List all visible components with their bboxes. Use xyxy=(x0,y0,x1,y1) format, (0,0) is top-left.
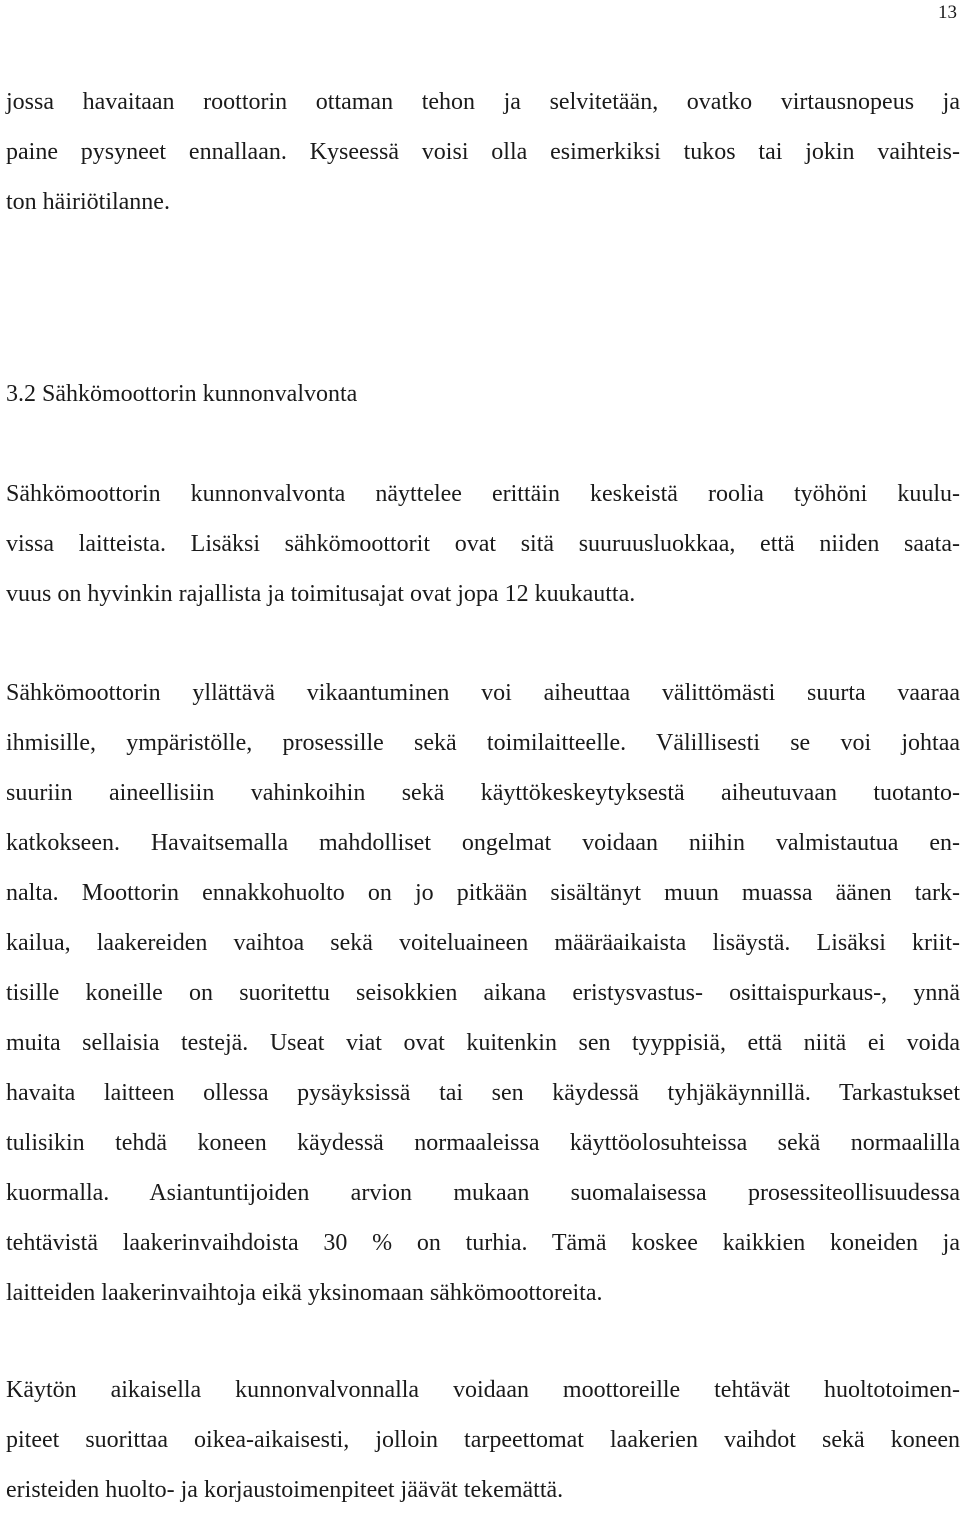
page-number: 13 xyxy=(938,2,957,23)
text-line: kailua, laakereiden vaihtoa sekä voiteluaineen määräaikaista lisäystä. Lisäksi kriit- xyxy=(6,930,960,956)
text-line: jossa havaitaan roottorin ottaman tehon ja selvitetään, ovatko virtausnopeus ja xyxy=(6,89,960,115)
intro-paragraph xyxy=(6,77,960,227)
section-heading: 3.2 Sähkömoottorin kunnonvalvonta xyxy=(6,381,358,407)
text-line: ihmisille, ympäristölle, prosessille sekä toimilaitteelle. Välillisesti se voi johtaa xyxy=(6,730,960,756)
text-line: paine pysyneet ennallaan. Kyseessä voisi olla esimerkiksi tukos tai jokin vaihteis- xyxy=(6,139,960,165)
text-line: havaita laitteen ollessa pysäyksissä tai sen käydessä tyhjäkäynnillä. Tarkastukset xyxy=(6,1080,960,1106)
paragraph-1 xyxy=(6,469,960,619)
paragraph-2 xyxy=(6,668,960,1318)
text-line: tulisikin tehdä koneen käydessä normaaleissa käyttöolosuhteissa sekä normaalilla xyxy=(6,1130,960,1156)
text-line: piteet suorittaa oikea-aikaisesti, jolloin tarpeettomat laakerien vaihdot sekä koneen xyxy=(6,1427,960,1453)
text-line: kuormalla. Asiantuntijoiden arvion mukaan suomalaisessa prosessiteollisuudessa xyxy=(6,1180,960,1206)
text-line: tehtävistä laakerinvaihdoista 30 % on turhia. Tämä koskee kaikkien koneiden ja xyxy=(6,1230,960,1256)
text-line: eristeiden huolto- ja korjaustoimenpiteet jäävät tekemättä. xyxy=(6,1477,564,1503)
text-line: vissa laitteista. Lisäksi sähkömoottorit ovat sitä suuruusluokkaa, että niiden saata- xyxy=(6,531,960,557)
text-line: vuus on hyvinkin rajallista ja toimitusajat ovat jopa 12 kuukautta. xyxy=(6,581,636,607)
text-line: Sähkömoottorin kunnonvalvonta näyttelee erittäin keskeistä roolia työhöni kuulu- xyxy=(6,481,960,507)
text-line: tisille koneille on suoritettu seisokkien aikana eristysvastus- osittaispurkaus-, ynnä xyxy=(6,980,960,1006)
text-line: nalta. Moottorin ennakkohuolto on jo pitkään sisältänyt muun muassa äänen tark- xyxy=(6,880,960,906)
text-line: muita sellaisia testejä. Useat viat ovat kuitenkin sen tyyppisiä, että niitä ei voida xyxy=(6,1030,960,1056)
text-line: suuriin aineellisiin vahinkoihin sekä käyttökeskeytyksestä aiheutuvaan tuotanto- xyxy=(6,780,960,806)
text-line: Sähkömoottorin yllättävä vikaantuminen voi aiheuttaa välittömästi suurta vaaraa xyxy=(6,680,960,706)
text-line: Käytön aikaisella kunnonvalvonnalla voidaan moottoreille tehtävät huoltotoimen- xyxy=(6,1377,960,1403)
paragraph-3 xyxy=(6,1365,960,1515)
text-line: katkokseen. Havaitsemalla mahdolliset ongelmat voidaan niihin valmistautua en- xyxy=(6,830,960,856)
text-line: ton häiriötilanne. xyxy=(6,189,170,215)
text-line: laitteiden laakerinvaihtoja eikä yksinomaan sähkömoottoreita. xyxy=(6,1280,603,1306)
